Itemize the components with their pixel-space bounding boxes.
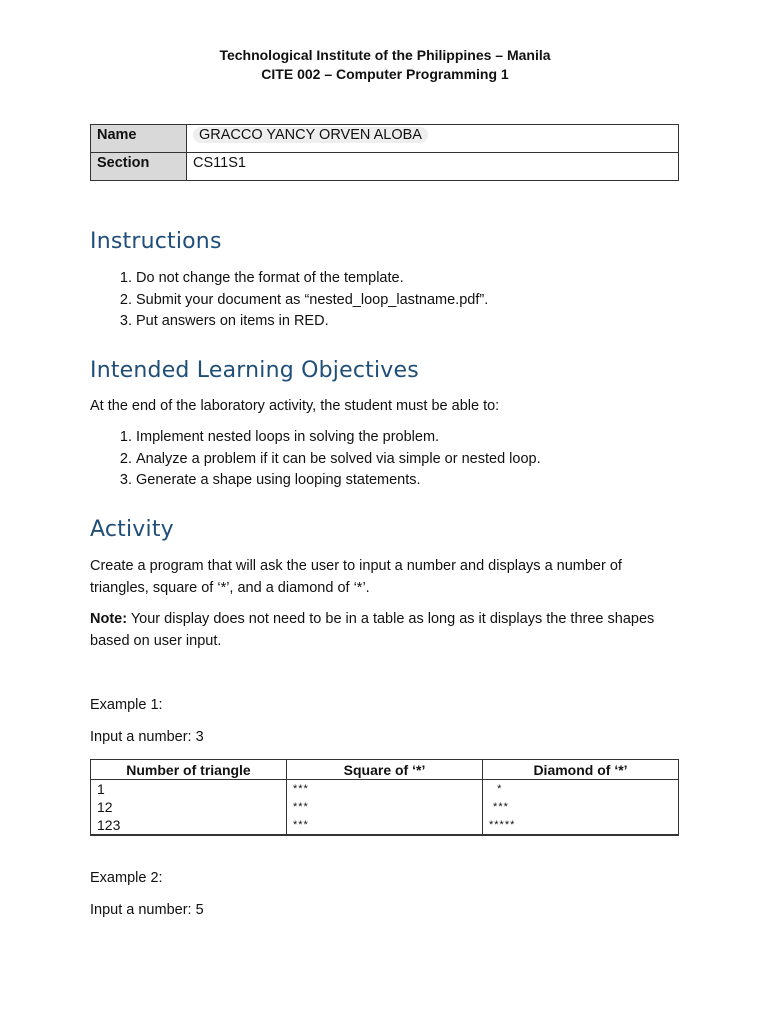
table-row	[91, 798, 679, 816]
list-item: 1. Implement nested loops in solving the problem.	[136, 427, 541, 449]
example1-label: Example 1:	[90, 697, 163, 713]
table-row	[91, 816, 679, 835]
list-item: 3. Generate a shape using looping statements.	[136, 470, 541, 492]
instructions-list	[90, 268, 488, 333]
column-header: Number of triangle	[91, 760, 287, 780]
objectives-heading: Intended Learning Objectives	[90, 358, 419, 383]
section-row	[91, 153, 679, 181]
column-header: Square of ‘*’	[287, 760, 483, 780]
triangle-cell: 12	[91, 798, 287, 816]
list-item: 2. Analyze a problem if it can be solved via simple or nested loop.	[136, 449, 541, 471]
diamond-cell: *****	[483, 816, 679, 835]
activity-note	[90, 608, 680, 652]
name-value: GRACCO YANCY ORVEN ALOBA	[193, 127, 428, 143]
note-text: Your display does not need to be in a table as long as it displays the three shapes based on user input.	[90, 611, 655, 649]
instructions-heading: Instructions	[90, 229, 222, 254]
course-title: CITE 002 – Computer Programming 1	[261, 66, 509, 82]
example2-input: Input a number: 5	[90, 902, 204, 918]
objectives-list	[90, 427, 541, 492]
table-header-row	[91, 760, 679, 780]
document-header	[90, 46, 680, 84]
activity-heading: Activity	[90, 517, 174, 542]
section-value[interactable]: CS11S1	[187, 153, 679, 181]
note-label: Note:	[90, 611, 128, 627]
section-label: Section	[91, 153, 187, 181]
student-info-table	[90, 124, 679, 181]
name-cell[interactable]	[187, 125, 679, 153]
list-item: 1. Do not change the format of the template.	[136, 268, 488, 290]
triangle-cell: 123	[91, 816, 287, 835]
name-row	[91, 125, 679, 153]
diamond-cell: *	[483, 780, 679, 799]
example1-input: Input a number: 3	[90, 729, 204, 745]
diamond-cell: ***	[483, 798, 679, 816]
objectives-intro: At the end of the laboratory activity, the student must be able to:	[90, 398, 500, 414]
square-cell: ***	[287, 816, 483, 835]
example2-label: Example 2:	[90, 870, 163, 886]
example1-table	[90, 759, 679, 836]
list-item: 2. Submit your document as “nested_loop_lastname.pdf”.	[136, 290, 488, 312]
square-cell: ***	[287, 780, 483, 799]
activity-description: Create a program that will ask the user to input a number and displays a number of triangles, square of ‘*’, and a diamond of ‘*’.	[90, 558, 622, 596]
square-cell: ***	[287, 798, 483, 816]
column-header: Diamond of ‘*’	[483, 760, 679, 780]
table-row	[91, 780, 679, 799]
triangle-cell: 1	[91, 780, 287, 799]
list-item: 3. Put answers on items in RED.	[136, 311, 488, 333]
name-label: Name	[91, 125, 187, 153]
institution-title: Technological Institute of the Philippines – Manila	[219, 47, 551, 63]
